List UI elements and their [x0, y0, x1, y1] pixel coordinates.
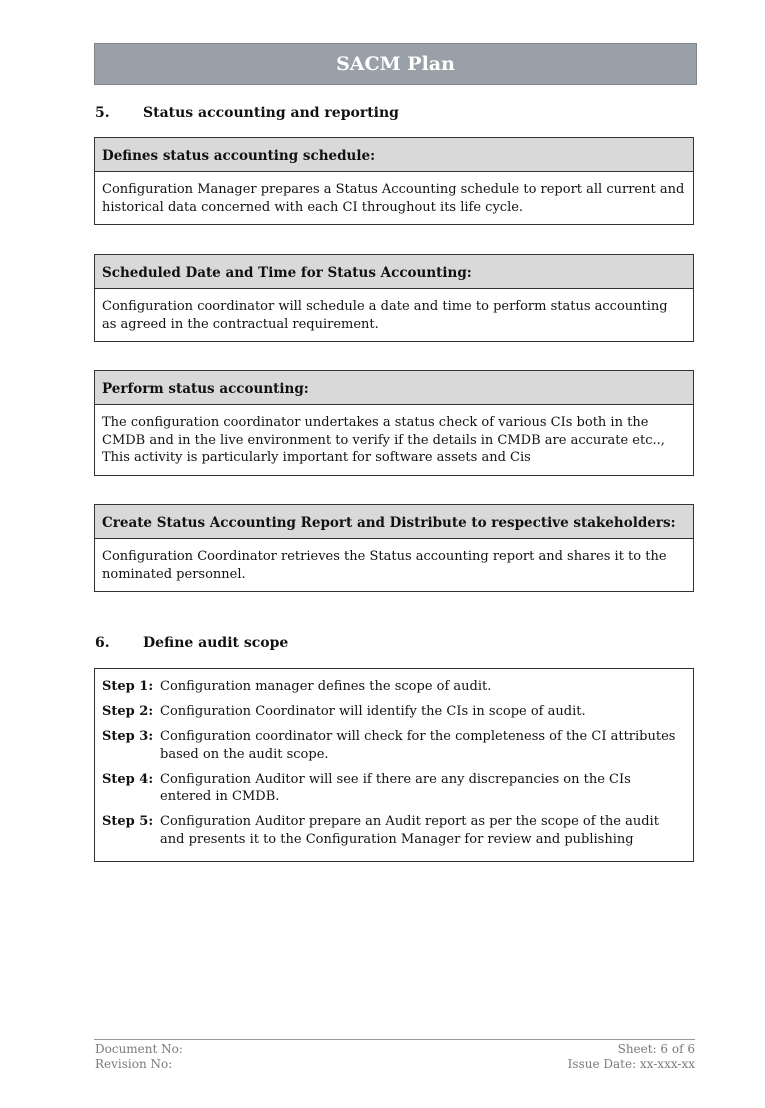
section-number: 5. [95, 105, 110, 121]
section-title: Status accounting and reporting [143, 105, 399, 121]
step-label: Step 4: [102, 771, 154, 787]
section-number: 6. [95, 635, 110, 651]
step-text: Configuration coordinator will check for the completeness of the CI attributes based on the audit scope. [160, 729, 676, 762]
perform-status-accounting-box [94, 370, 694, 476]
step-item [102, 728, 686, 763]
box-title: Create Status Accounting Report and Distribute to respective stakeholders: [95, 505, 693, 539]
audit-steps-box [94, 668, 694, 862]
footer-divider [94, 1039, 695, 1040]
box-title: Scheduled Date and Time for Status Accounting: [95, 255, 693, 289]
step-label: Step 1: [102, 679, 154, 694]
box-body: The configuration coordinator undertakes a status check of various CIs both in the CMDB and in the live environment to verify if the details in CMDB are accurate etc.., This activity is particularly important for software assets and Cis [102, 415, 665, 465]
sheet-number: Sheet: 6 of 6 [617, 1042, 695, 1056]
scheduled-date-box [94, 254, 694, 342]
section-5-heading [95, 105, 399, 121]
page-header-banner [94, 43, 697, 85]
step-text: Configuration manager defines the scope of audit. [160, 679, 492, 694]
document-number: Document No: [95, 1042, 183, 1056]
step-item [102, 678, 686, 696]
box-title: Defines status accounting schedule: [95, 138, 693, 172]
section-6-heading [95, 635, 288, 651]
box-body: Configuration Manager prepares a Status Accounting schedule to report all current and historical data concerned with each CI throughout its life cycle. [102, 182, 685, 215]
status-schedule-box [94, 137, 694, 225]
create-report-box [94, 504, 694, 592]
issue-date: Issue Date: xx-xxx-xx [567, 1057, 695, 1071]
box-body: Configuration Coordinator retrieves the Status accounting report and shares it to the nominated personnel. [102, 549, 667, 582]
step-item [102, 703, 686, 721]
step-text: Configuration Auditor prepare an Audit report as per the scope of the audit and presents it to the Configuration Manager for review and publishing [160, 814, 659, 847]
step-label: Step 3: [102, 729, 154, 744]
page-title: SACM Plan [336, 53, 455, 75]
footer-right [568, 1042, 695, 1072]
step-text: Configuration Coordinator will identify the CIs in scope of audit. [160, 704, 586, 719]
step-label: Step 2: [102, 704, 154, 719]
box-body: Configuration coordinator will schedule a date and time to perform status accounting as agreed in the contractual requirement. [102, 299, 668, 332]
section-title: Define audit scope [143, 635, 289, 651]
step-label: Step 5: [102, 814, 154, 829]
footer-left [95, 1042, 183, 1072]
box-title: Perform status accounting: [95, 371, 693, 405]
step-item [102, 771, 686, 806]
step-text: Configuration Auditor will see if there are any discrepancies on the CIs entered in CMDB. [160, 771, 631, 804]
step-item [102, 813, 686, 848]
revision-number: Revision No: [95, 1057, 173, 1071]
